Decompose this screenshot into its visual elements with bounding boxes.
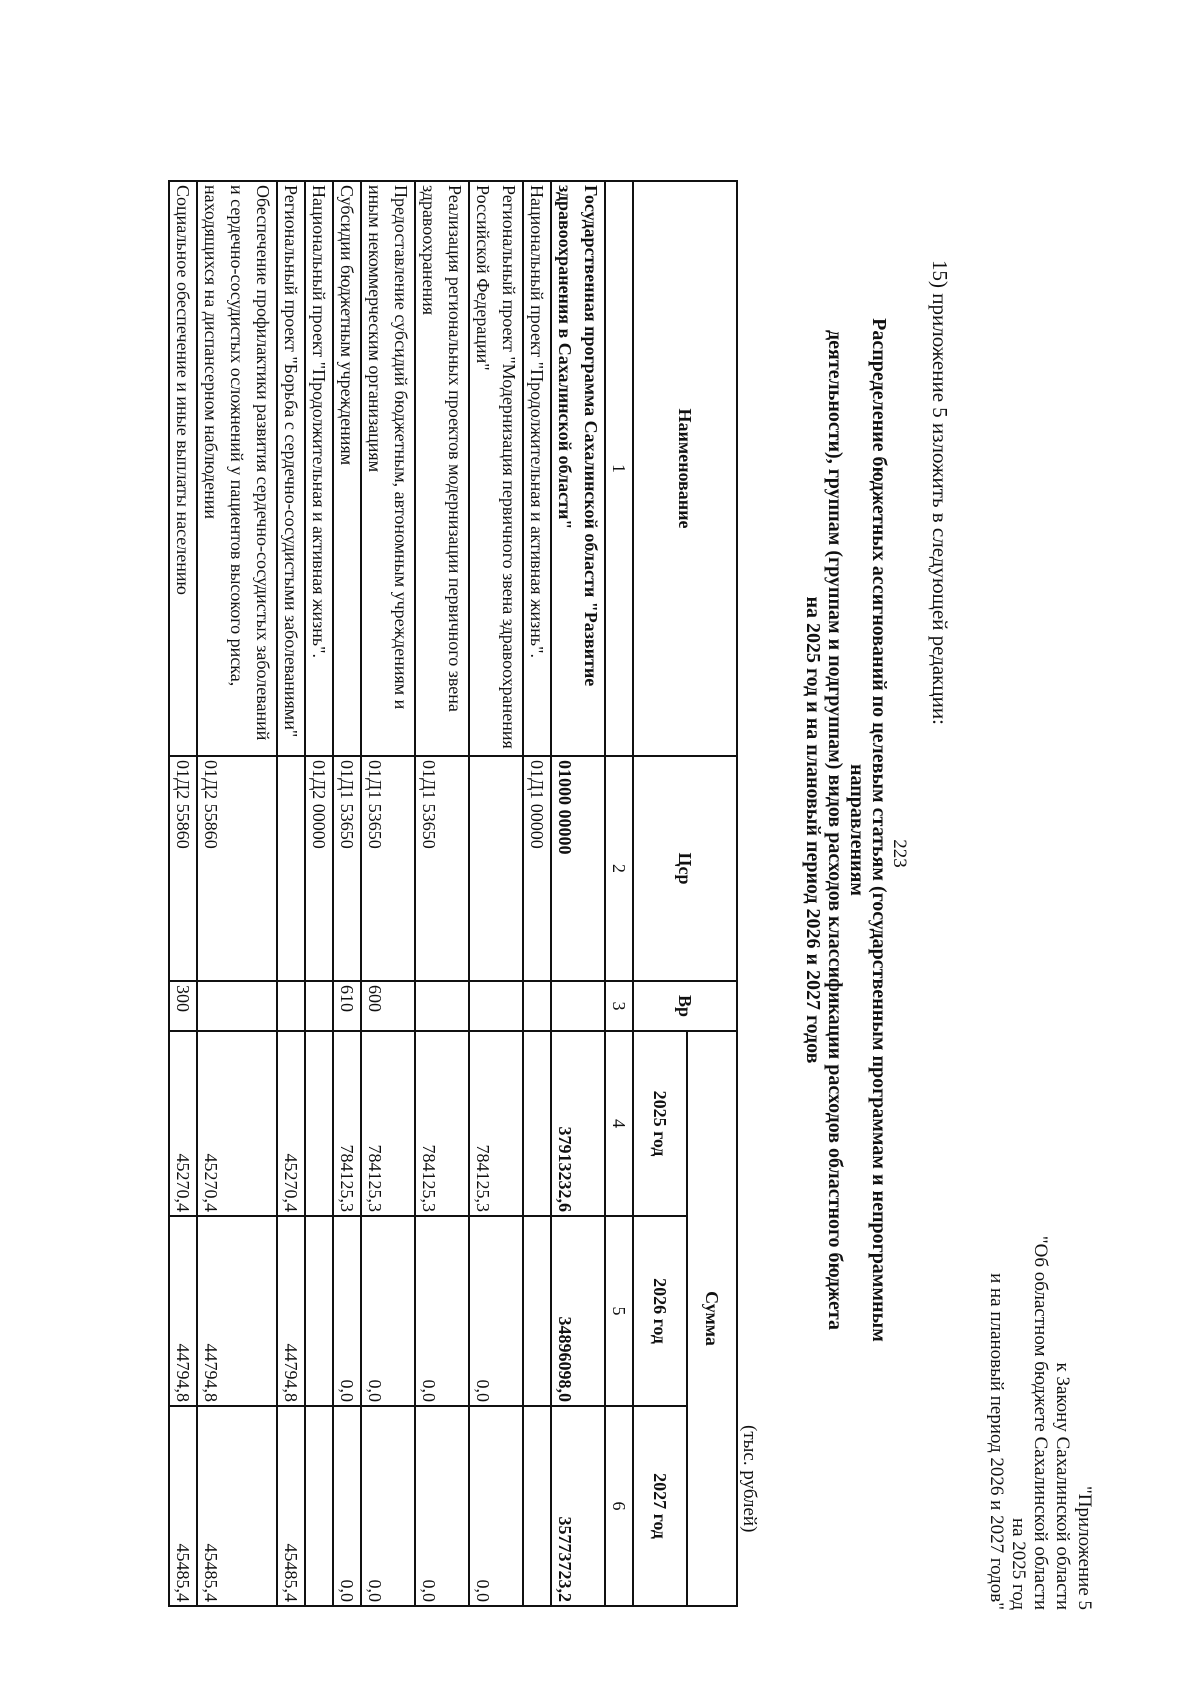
header-year-2026: 2026 год bbox=[633, 1216, 687, 1406]
row-amount-2026: 0,0 bbox=[415, 1216, 469, 1406]
column-index: 1 bbox=[605, 181, 633, 756]
appendix-note bbox=[985, 1230, 1095, 1610]
row-amount-2025: 45270,4 bbox=[197, 1031, 277, 1216]
row-csr bbox=[277, 756, 305, 981]
row-vr bbox=[551, 981, 605, 1031]
column-index: 3 bbox=[605, 981, 633, 1031]
row-vr: 300 bbox=[169, 981, 197, 1031]
table-row bbox=[277, 181, 305, 1606]
budget-table bbox=[168, 180, 738, 1607]
page-number: 223 bbox=[889, 839, 910, 868]
units-label: (тыс. рублей) bbox=[739, 1425, 760, 1533]
row-amount-2027: 35773723,2 bbox=[551, 1406, 605, 1606]
row-amount-2027: 0,0 bbox=[333, 1406, 361, 1606]
appendix-line-1: "Приложение 5 bbox=[1074, 1486, 1095, 1610]
appendix-line-4: и на плановый период 2026 и 2027 годов" bbox=[986, 1273, 1007, 1610]
row-csr: 01Д1 53650 bbox=[415, 756, 469, 981]
header-year-2027: 2027 год bbox=[633, 1406, 687, 1606]
table-row bbox=[169, 181, 197, 1606]
row-vr bbox=[523, 981, 551, 1031]
title-line-2: деятельности), группам (группам и подгруппам) видов расходов классификации расходов областного бюджета bbox=[824, 330, 846, 1330]
row-amount-2025: 784125,3 bbox=[415, 1031, 469, 1216]
intro-text: 15) приложение 5 изложить в следующей редакции: bbox=[928, 260, 952, 725]
row-csr: 01Д2 00000 bbox=[305, 756, 333, 981]
row-amount-2026: 0,0 bbox=[469, 1216, 523, 1406]
header-year-2025: 2025 год bbox=[633, 1031, 687, 1216]
row-amount-2025 bbox=[523, 1031, 551, 1216]
column-index: 5 bbox=[605, 1216, 633, 1406]
row-vr bbox=[415, 981, 469, 1031]
row-name: Региональный проект "Борьба с сердечно-сосудистыми заболеваниями" bbox=[277, 181, 305, 756]
row-name: Региональный проект "Модернизация первичного звена здравоохранения Российской Федерации" bbox=[469, 181, 523, 756]
row-csr: 01Д1 53650 bbox=[333, 756, 361, 981]
row-csr: 01Д1 00000 bbox=[523, 756, 551, 981]
row-name: Национальный проект "Продолжительная и активная жизнь". bbox=[523, 181, 551, 756]
row-amount-2026: 44794,8 bbox=[277, 1216, 305, 1406]
row-vr bbox=[197, 981, 277, 1031]
column-index: 6 bbox=[605, 1406, 633, 1606]
row-amount-2026 bbox=[523, 1216, 551, 1406]
row-amount-2025: 45270,4 bbox=[277, 1031, 305, 1216]
header-vr: Вр bbox=[633, 981, 737, 1031]
row-name: Предоставление субсидий бюджетным, автономным учреждениям и иным некоммерческим организациям bbox=[361, 181, 415, 756]
row-amount-2027: 45485,4 bbox=[197, 1406, 277, 1606]
header-name: Наименование bbox=[633, 181, 737, 756]
row-amount-2026: 44794,8 bbox=[169, 1216, 197, 1406]
row-vr: 600 bbox=[361, 981, 415, 1031]
row-vr bbox=[305, 981, 333, 1031]
row-amount-2027: 0,0 bbox=[361, 1406, 415, 1606]
appendix-line-3: "Об областном бюджете Сахалинской области на 2025 год bbox=[1008, 1235, 1051, 1610]
table-row bbox=[415, 181, 469, 1606]
row-amount-2026: 0,0 bbox=[333, 1216, 361, 1406]
row-amount-2027 bbox=[523, 1406, 551, 1606]
row-amount-2025: 784125,3 bbox=[333, 1031, 361, 1216]
column-index: 4 bbox=[605, 1031, 633, 1216]
row-name: Обеспечение профилактики развития сердечно-сосудистых заболеваний и сердечно-сосудистых осложнений у пациентов высокого риска, находящихся на диспансерном наблюдении bbox=[197, 181, 277, 756]
table-row bbox=[551, 181, 605, 1606]
row-amount-2027: 0,0 bbox=[415, 1406, 469, 1606]
row-name: Субсидии бюджетным учреждениям bbox=[333, 181, 361, 756]
row-amount-2026: 34896098,0 bbox=[551, 1216, 605, 1406]
row-amount-2025: 45270,4 bbox=[169, 1031, 197, 1216]
row-amount-2027: 45485,4 bbox=[169, 1406, 197, 1606]
table-row bbox=[305, 181, 333, 1606]
row-amount-2027: 0,0 bbox=[469, 1406, 523, 1606]
table-row bbox=[197, 181, 277, 1606]
document-title bbox=[802, 280, 890, 1380]
row-csr bbox=[469, 756, 523, 981]
row-csr: 01Д2 55860 bbox=[169, 756, 197, 981]
header-csr: Цср bbox=[633, 756, 737, 981]
row-csr: 01Д1 53650 bbox=[361, 756, 415, 981]
title-line-3: на 2025 год и на плановый период 2026 и 2027 годов bbox=[802, 596, 824, 1064]
row-name: Социальное обеспечение и иные выплаты населению bbox=[169, 181, 197, 756]
header-row-1 bbox=[687, 181, 737, 1606]
title-line-1: Распределение бюджетных ассигнований по целевым статьям (государственным программам и непрограммным направлениям bbox=[846, 318, 890, 1342]
row-amount-2026: 0,0 bbox=[361, 1216, 415, 1406]
table-row bbox=[523, 181, 551, 1606]
row-amount-2025: 37913232,6 bbox=[551, 1031, 605, 1216]
row-name: Реализация региональных проектов модернизации первичного звена здравоохранения bbox=[415, 181, 469, 756]
row-name: Национальный проект "Продолжительная и активная жизнь". bbox=[305, 181, 333, 756]
row-amount-2027 bbox=[305, 1406, 333, 1606]
table-row bbox=[469, 181, 523, 1606]
row-name: Государственная программа Сахалинской области "Развитие здравоохранения в Сахалинской области" bbox=[551, 181, 605, 756]
row-csr: 01Д2 55860 bbox=[197, 756, 277, 981]
column-index-row bbox=[605, 181, 633, 1606]
table-row bbox=[361, 181, 415, 1606]
row-amount-2026 bbox=[305, 1216, 333, 1406]
row-amount-2025: 784125,3 bbox=[469, 1031, 523, 1216]
appendix-line-2: к Закону Сахалинской области bbox=[1052, 1362, 1073, 1610]
row-amount-2026: 44794,8 bbox=[197, 1216, 277, 1406]
row-vr bbox=[469, 981, 523, 1031]
row-csr: 01000 00000 bbox=[551, 756, 605, 981]
column-index: 2 bbox=[605, 756, 633, 981]
row-vr: 610 bbox=[333, 981, 361, 1031]
row-amount-2025: 784125,3 bbox=[361, 1031, 415, 1216]
row-amount-2027: 45485,4 bbox=[277, 1406, 305, 1606]
row-vr bbox=[277, 981, 305, 1031]
row-amount-2025 bbox=[305, 1031, 333, 1216]
header-sum: Сумма bbox=[687, 1031, 737, 1606]
table-row bbox=[333, 181, 361, 1606]
